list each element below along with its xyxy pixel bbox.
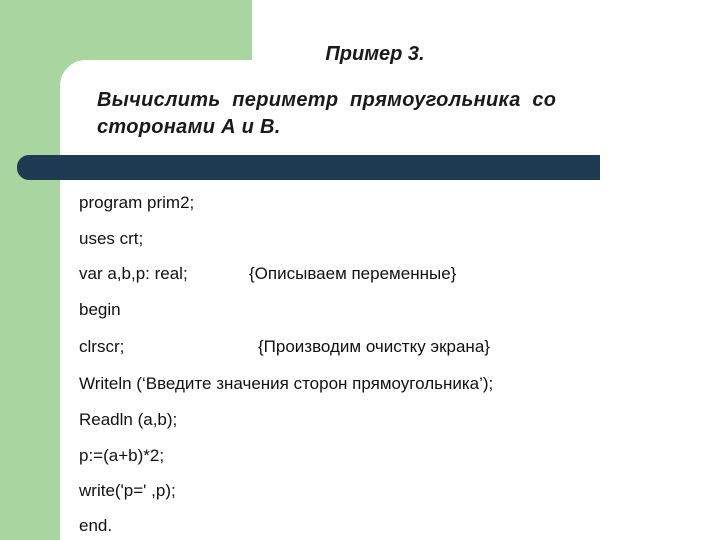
- slide-title: Пример 3.: [325, 43, 425, 65]
- code-line-write: write('p=' ,p);: [79, 481, 176, 500]
- comment-var: {Описываем переменные}: [249, 264, 457, 283]
- code-line-readln: Readln (a,b);: [79, 410, 178, 429]
- code-line-uses: uses crt;: [79, 229, 144, 248]
- code-line-writeln: Writeln (‘Введите значения сторон прямоугольника’);: [79, 374, 494, 393]
- task-line-2: сторонами А и В.: [97, 116, 281, 138]
- code-line-clrscr: clrscr;: [79, 337, 125, 356]
- code-line-end: end.: [79, 516, 113, 535]
- task-line-1: Вычислить периметр прямоугольника со: [97, 89, 557, 111]
- comment-clrscr: {Производим очистку экрана}: [258, 337, 490, 356]
- decor-green-strip: [0, 155, 60, 540]
- decor-divider-bar: [17, 155, 600, 180]
- task-heading: [97, 87, 677, 141]
- code-line-assign: p:=(a+b)*2;: [79, 446, 165, 465]
- code-line-var: var a,b,p: real;: [79, 264, 188, 283]
- code-line-program: program prim2;: [79, 193, 195, 212]
- code-line-begin: begin: [79, 300, 121, 319]
